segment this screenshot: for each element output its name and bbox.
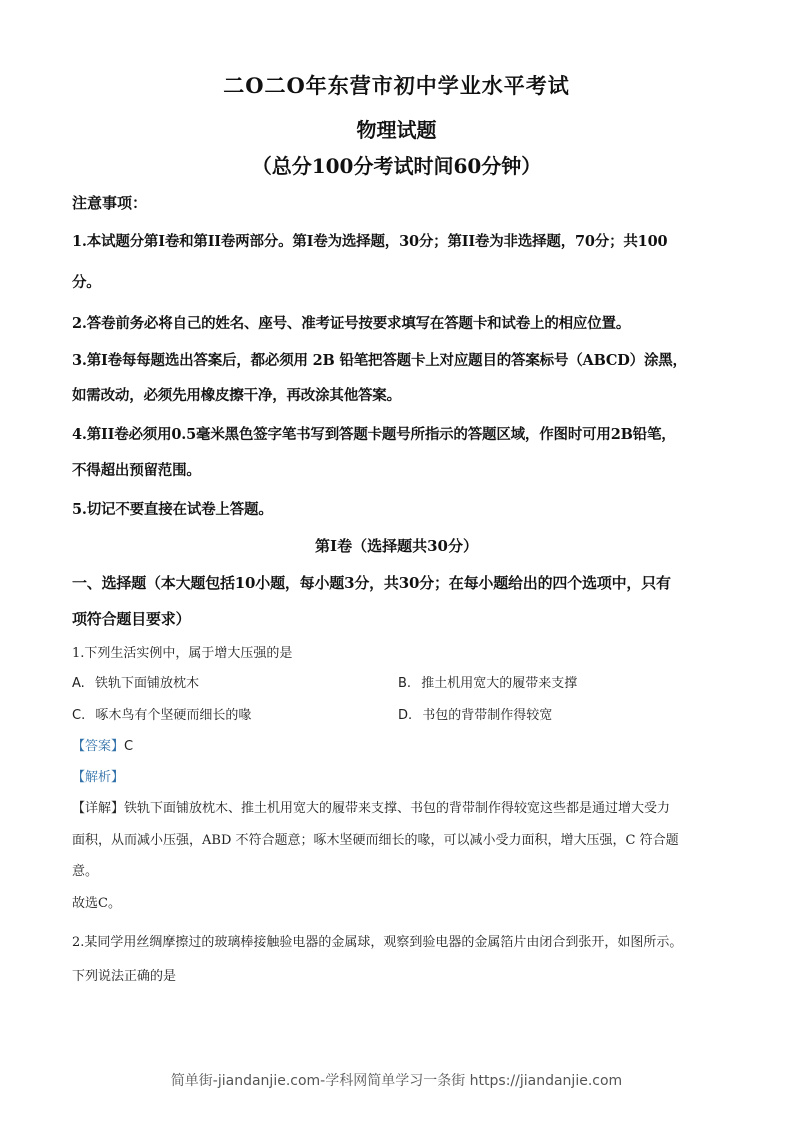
answer-value: C	[124, 739, 134, 754]
detail-tag: 【详解】	[72, 801, 125, 816]
note-3-line2: 如需改动，必须先用橡皮擦干净，再改涂其他答案。	[72, 387, 401, 404]
detail-line1	[72, 797, 670, 816]
option-b-label: B.	[398, 676, 412, 691]
part-heading-line1: 一、选择题（本大题包括10小题，每小题3分，共30分；在每小题给出的四个选项中，只有	[72, 574, 671, 592]
note-5: 5.切记不要直接在试卷上答题。	[72, 501, 273, 518]
detail-text-1: 铁轨下面铺放枕木、推土机用宽大的履带来支撑、书包的背带制作得较宽这些都是通过增大受力	[124, 801, 671, 816]
option-b	[398, 672, 577, 691]
note-1-line2: 分。	[72, 274, 101, 291]
conclusion: 故选C。	[72, 896, 121, 911]
option-b-text: 推土机用宽大的履带来支撑	[421, 676, 578, 691]
question-1-stem: 1.下列生活实例中，属于增大压强的是	[72, 646, 293, 661]
note-1-line1: 1.本试题分第I卷和第II卷两部分。第I卷为选择题，30分；第II卷为非选择题，70分；共100	[72, 233, 668, 250]
notes-heading: 注意事项：	[72, 194, 148, 212]
option-d	[398, 704, 552, 723]
note-4-line2: 不得超出预留范围。	[72, 462, 201, 479]
option-c-label: C.	[72, 708, 86, 723]
detail-line2: 面积，从而减小压强，ABD 不符合题意；啄木坚硬而细长的喙，可以减小受力面积，增大压强，C 符合题	[72, 833, 679, 848]
option-a	[72, 672, 199, 691]
option-d-label: D.	[398, 708, 413, 723]
analysis-tag: 【解析】	[72, 770, 125, 785]
footer-watermark: 简单街-jiandanjie.com-学科网简单学习一条街 https://jiandanjie.com	[170, 1073, 623, 1089]
subject-title: 物理试题	[356, 118, 437, 142]
note-2: 2.答卷前务必将自己的姓名、座号、准考证号按要求填写在答题卡和试卷上的相应位置。	[72, 315, 631, 332]
exam-title: 二O二O年东营市初中学业水平考试	[223, 73, 570, 98]
option-a-text: 铁轨下面铺放枕木	[94, 676, 199, 691]
option-c	[72, 704, 251, 723]
option-d-text: 书包的背带制作得较宽	[422, 708, 553, 723]
option-a-label: A.	[72, 676, 85, 691]
note-4-line1: 4.第II卷必须用0.5毫米黑色签字笔书写到答题卡题号所指示的答题区域，作图时可用2B铅笔，	[72, 426, 676, 443]
question-2-stem-line2: 下列说法正确的是	[72, 969, 177, 984]
answer-row	[72, 735, 133, 754]
detail-line3: 意。	[72, 864, 99, 879]
answer-tag: 【答案】	[72, 739, 125, 754]
question-2-stem-line1: 2.某同学用丝绸摩擦过的玻璃棒接触验电器的金属球，观察到验电器的金属箔片由闭合到张开，如图所示。	[72, 935, 683, 950]
option-c-text: 啄木鸟有个坚硬而细长的喙	[95, 708, 252, 723]
exam-duration: （总分100分考试时间60分钟）	[251, 154, 542, 178]
note-3-line1: 3.第I卷每每题选出答案后，都必须用 2B 铅笔把答题卡上对应题目的答案标号（ABCD）涂黑，	[72, 352, 687, 369]
section-heading: 第I卷（选择题共30分）	[315, 537, 478, 555]
part-heading-line2: 项符合题目要求）	[72, 610, 191, 628]
